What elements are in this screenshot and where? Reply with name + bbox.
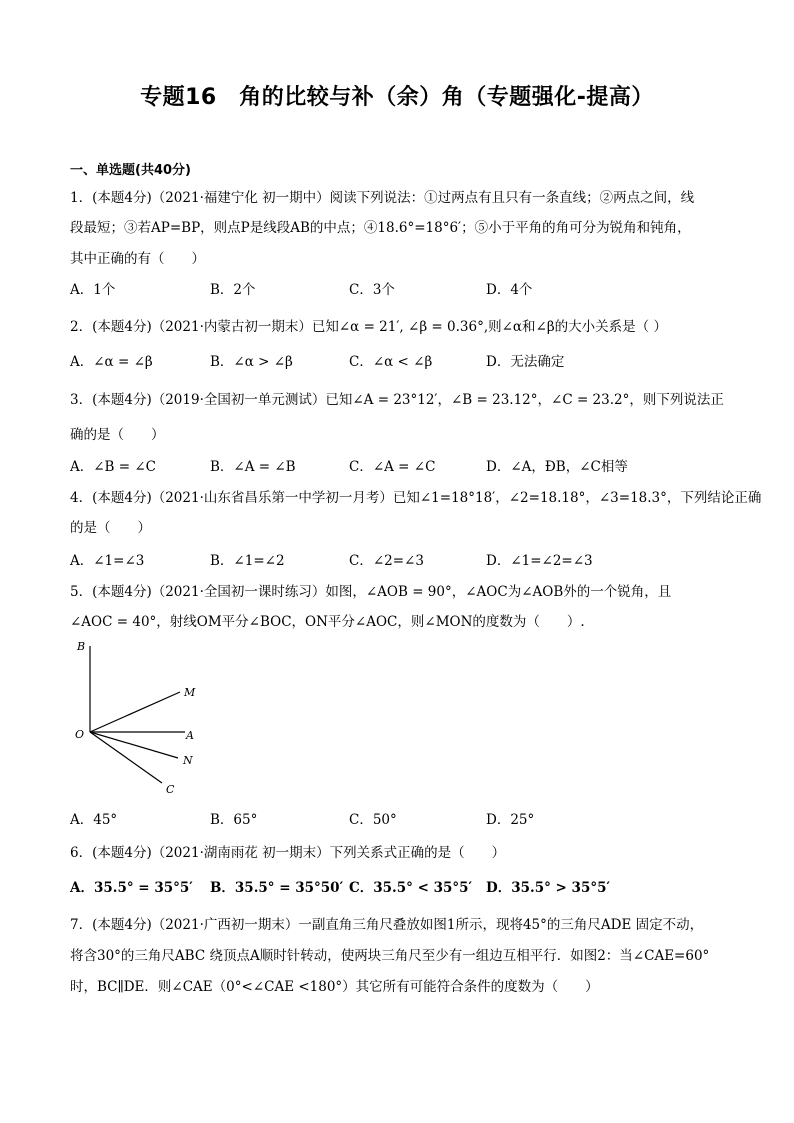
question-2-option-d[interactable]: D．无法确定: [486, 354, 565, 370]
label-a: A: [186, 729, 194, 742]
label-b: B: [77, 640, 86, 653]
label-n: N: [183, 754, 193, 767]
page-title: 专题16 角的比较与补（余）角（专题强化-提高）: [140, 85, 654, 110]
question-1-line-1: 1．(本题4分)（2021·福建宁化 初一期中）阅读下列说法：①过两点有且只有一条直线；②两点之间，线: [70, 190, 695, 206]
question-6-option-a[interactable]: A．35.5° = 35°5′: [70, 880, 193, 896]
question-3-option-b[interactable]: B．∠A = ∠B: [210, 459, 296, 475]
question-3-option-a[interactable]: A．∠B = ∠C: [70, 459, 157, 475]
question-4-option-c[interactable]: C．∠2=∠3: [349, 553, 424, 569]
question-3-line-1: 3．(本题4分)（2019·全国初一单元测试）已知∠A = 23°12′，∠B = 23.12°，∠C = 23.2°，则下列说法正: [70, 392, 724, 408]
question-1-line-2: 段最短；③若AP=BP，则点P是线段AB的中点；④18.6°=18°6′；⑤小于平角的角可分为锐角和钝角，: [70, 220, 691, 236]
question-5-line-2: ∠AOC = 40°，射线OM平分∠BOC，ON平分∠AOC，则∠MON的度数为（ ）.: [70, 614, 585, 630]
question-1-option-d[interactable]: D．4个: [486, 282, 533, 298]
question-6-option-b[interactable]: B．35.5° = 35°50′: [210, 880, 344, 896]
section-heading: 一、单选题(共40分): [70, 163, 191, 178]
ray-oc: [90, 732, 162, 783]
question-6-option-d[interactable]: D．35.5° > 35°5′: [486, 880, 611, 896]
question-6-option-c[interactable]: C．35.5° < 35°5′: [349, 880, 473, 896]
question-4-option-d[interactable]: D．∠1=∠2=∠3: [486, 553, 593, 569]
question-4-line-1: 4．(本题4分)（2021·山东省昌乐第一中学初一月考）已知∠1=18°18′，∠2=18.18°，∠3=18.3°，下列结论正确: [70, 490, 762, 506]
question-2-option-a[interactable]: A．∠α = ∠β: [70, 354, 153, 370]
question-4-line-2: 的是（ ）: [70, 520, 151, 536]
question-3-option-d[interactable]: D．∠A，ÐB，∠C相等: [486, 459, 628, 475]
question-6-line-1: 6．(本题4分)（2021·湖南雨花 初一期末）下列关系式正确的是（ ）: [70, 845, 506, 861]
ray-om: [90, 692, 180, 732]
ray-on: [90, 732, 178, 758]
question-2-option-c[interactable]: C．∠α < ∠β: [349, 354, 433, 370]
question-5-option-c[interactable]: C．50°: [349, 812, 397, 828]
question-3-line-2: 确的是（ ）: [70, 427, 165, 443]
question-1-option-b[interactable]: B．2个: [210, 282, 256, 298]
question-4-option-b[interactable]: B．∠1=∠2: [210, 553, 285, 569]
question-2-line-1: 2．(本题4分)（2021·内蒙古初一期末）已知∠α = 21′, ∠β = 0.36°,则∠α和∠β的大小关系是（ ）: [70, 319, 667, 335]
question-1-option-a[interactable]: A．1个: [70, 282, 116, 298]
question-1-option-c[interactable]: C．3个: [349, 282, 395, 298]
question-7-line-3: 时，BC∥DE．则∠CAE（0°<∠CAE <180°）其它所有可能符合条件的度数为（ ）: [70, 979, 599, 995]
question-5-option-d[interactable]: D．25°: [486, 812, 535, 828]
angle-figure: [70, 636, 210, 796]
label-m: M: [184, 686, 196, 699]
label-c: C: [166, 783, 175, 796]
question-5-option-a[interactable]: A．45°: [70, 812, 118, 828]
question-4-option-a[interactable]: A．∠1=∠3: [70, 553, 145, 569]
question-7-line-2: 将含30°的三角尺ABC 绕顶点A顺时针转动，使两块三角尺至少有一组边互相平行．如图2：当∠CAE=60°: [70, 948, 710, 964]
question-5-line-1: 5．(本题4分)（2021·全国初一课时练习）如图，∠AOB = 90°，∠AOC为∠AOB外的一个锐角，且: [70, 584, 672, 600]
question-5-option-b[interactable]: B．65°: [210, 812, 258, 828]
question-3-option-c[interactable]: C．∠A = ∠C: [349, 459, 436, 475]
label-o: O: [75, 728, 85, 741]
question-1-line-3: 其中正确的有（ ）: [70, 251, 205, 267]
question-7-line-1: 7．(本题4分)（2021·广西初一期末）一副直角三角尺叠放如图1所示，现将45°的三角尺ADE 固定不动，: [70, 917, 704, 933]
question-2-option-b[interactable]: B．∠α > ∠β: [210, 354, 293, 370]
